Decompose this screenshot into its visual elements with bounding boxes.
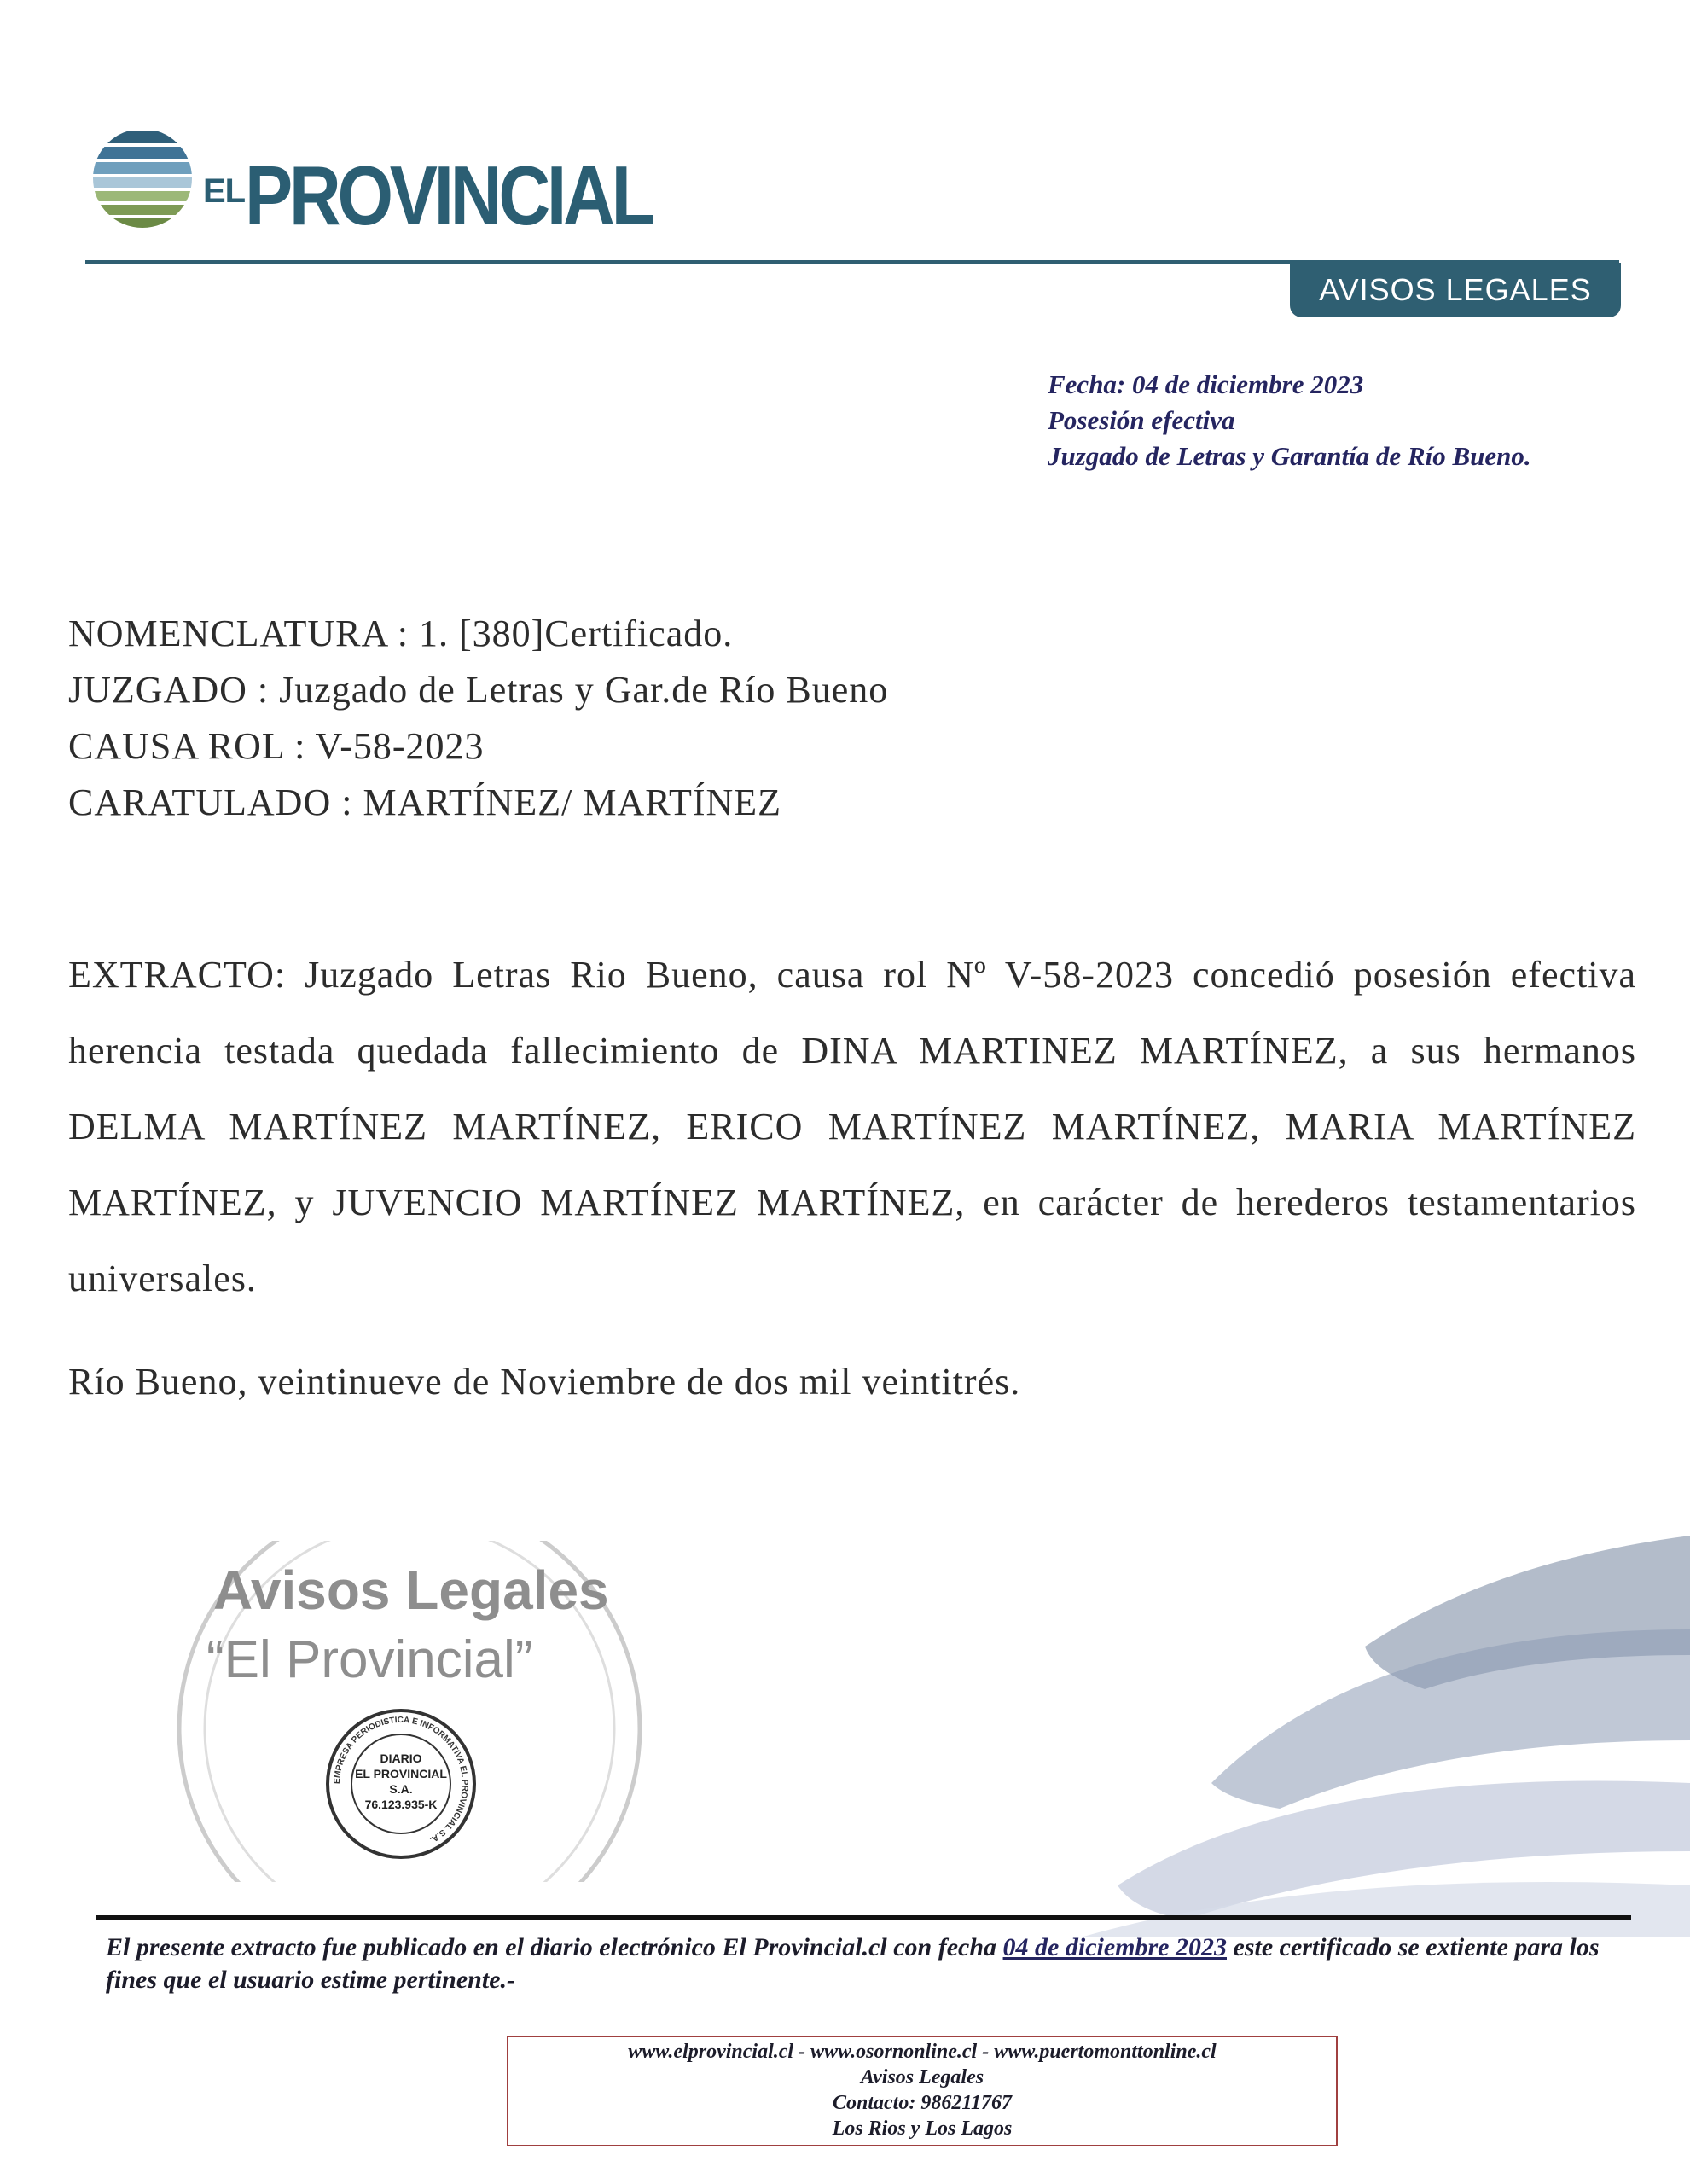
decorative-swoosh bbox=[1083, 1527, 1690, 1937]
contact-phone: Contacto: 986211767 bbox=[832, 2092, 1012, 2114]
section-tab: AVISOS LEGALES bbox=[1290, 263, 1621, 317]
brand-name: PROVINCIAL bbox=[245, 148, 652, 242]
seal-line-1: DIARIO bbox=[380, 1751, 422, 1765]
brand-logo bbox=[203, 135, 718, 242]
stamp-subtitle: “El Provincial” bbox=[206, 1630, 533, 1689]
closing-line: Río Bueno, veintinueve de Noviembre de dos mil veintitrés. bbox=[68, 1361, 1021, 1403]
field-causa-rol: CAUSA ROL : V-58-2023 bbox=[68, 725, 485, 767]
globe-logo-icon bbox=[92, 128, 193, 229]
footer-note bbox=[106, 1931, 1624, 1996]
seal-ring-text: EMPRESA PERIODISTICA E INFORMATIVA EL PROVINCIAL S.A. bbox=[332, 1715, 470, 1845]
contact-box bbox=[507, 2036, 1338, 2146]
meta-type: Posesión efectiva bbox=[1048, 405, 1235, 435]
footer-note-end: este certificado se extiente para los fines que el usuario estime pertinente.- bbox=[106, 1933, 1600, 1994]
seal-line-2: EL PROVINCIAL bbox=[355, 1767, 447, 1780]
footer-note-start: El presente extracto fue publicado en el diario electrónico El Provincial.cl con fecha bbox=[106, 1933, 1003, 1961]
legal-notices-stamp bbox=[145, 1541, 674, 1882]
field-nomenclatura: NOMENCLATURA : 1. [380]Certificado. bbox=[68, 613, 734, 654]
brand-prefix: EL bbox=[203, 172, 246, 210]
contact-label: Avisos Legales bbox=[860, 2066, 984, 2088]
stamp-title: Avisos Legales bbox=[213, 1560, 609, 1621]
meta-court: Juzgado de Letras y Garantía de Río Bueno. bbox=[1048, 441, 1531, 471]
meta-date: Fecha: 04 de diciembre 2023 bbox=[1048, 369, 1364, 399]
extract-paragraph: EXTRACTO: Juzgado Letras Rio Bueno, causa rol Nº V-58-2023 concedió posesión efectiva herencia testada quedada fallecimiento de DINA MARTINEZ MARTÍNEZ, a sus hermanos DELMA MARTÍNEZ MARTÍNEZ, ERICO MARTÍNEZ MARTÍNEZ, MARIA MARTÍNEZ MARTÍNEZ, y JUVENCIO MARTÍNEZ MARTÍNEZ, en carácter de herederos testamentarios universales. bbox=[68, 954, 1636, 1299]
contact-region: Los Rios y Los Lagos bbox=[832, 2117, 1013, 2140]
seal-line-3: S.A. bbox=[389, 1782, 413, 1796]
seal-line-4: 76.123.935-K bbox=[364, 1798, 438, 1811]
case-fields bbox=[68, 606, 888, 831]
field-juzgado: JUZGADO : Juzgado de Letras y Gar.de Río Bueno bbox=[68, 669, 889, 711]
footer-note-date: 04 de diciembre 2023 bbox=[1002, 1933, 1227, 1961]
footer-divider bbox=[96, 1915, 1631, 1920]
field-caratulado: CARATULADO : MARTÍNEZ/ MARTÍNEZ bbox=[68, 781, 781, 823]
contact-sites: www.elprovincial.cl - www.osornonline.cl - www.puertomonttonline.cl bbox=[628, 2041, 1217, 2063]
notice-meta bbox=[1048, 367, 1531, 474]
